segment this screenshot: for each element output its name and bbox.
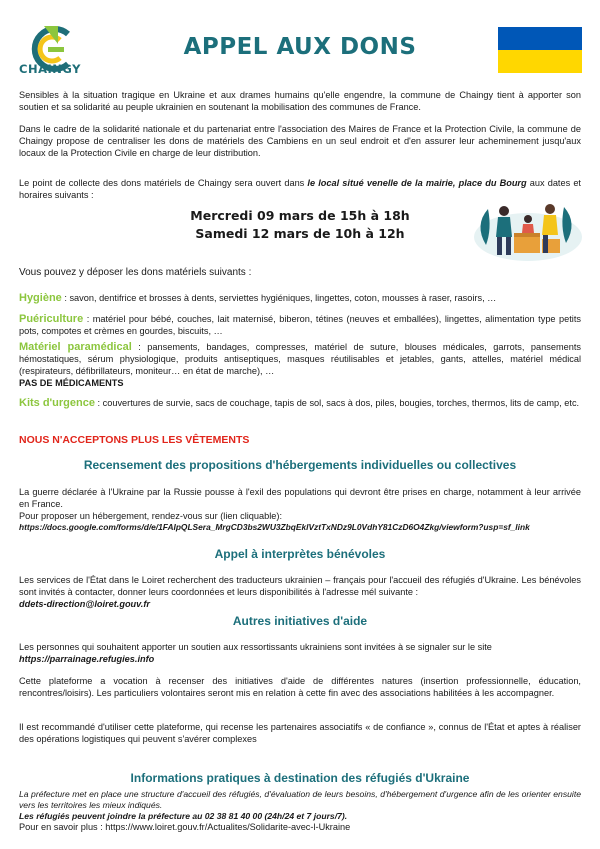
hebergement-heading: Recensement des propositions d'hébergements individuelles ou collectives [83,458,517,472]
autres-body [19,642,581,666]
schedule-line-1: Mercredi 09 mars de 15h à 18h [190,208,410,223]
parrainage-link[interactable]: https://parrainage.refugies.info [19,653,155,664]
volunteers-packing-boxes-illustration [466,195,584,263]
no-clothes-notice: NOUS N'ACCEPTONS PLUS LES VÊTEMENTS [19,434,250,446]
page-title: APPEL AUX DONS [183,34,417,60]
donation-materiel-paramedical [19,340,581,389]
ukraine-flag [498,27,582,73]
interpretes-body [19,575,581,610]
hygiene-keyword: Hygiène [19,292,62,304]
hygiene-text: : savon, dentifrice et brosses à dents, serviettes hygiéniques, lingettes, coton, mousses à raser, rasoirs, … [61,293,497,303]
autres-text: Les personnes qui souhaitent apporter un soutien aux ressortissants ukrainiens sont invitées à se signaler sur le site [19,642,492,652]
infos-heading: Informations pratiques à destination des réfugiés d'Ukraine [130,771,470,785]
collection-text-start: Le point de collecte des dons matériels de Chaingy sera ouvert dans [19,178,308,188]
hebergement-form-link[interactable]: https://docs.google.com/forms/d/e/1FAIpQLSera_MrgCD3bs2WU3ZbqEklVztTxNDz9L0VdhY81CzD6O4Zkg/viewform?usp=sf_link [19,522,530,533]
hebergement-text: La guerre déclarée à l'Ukraine par la Russie pousse à l'exil des populations qui devront être prises en charge, notamment à leur arrivée en France. [19,487,581,509]
infos-body [19,789,581,834]
puericulture-text: : matériel pour bébé, couches, lait maternisé, biberon, tétines (neuves et emballées), lingettes, alimentation type petits pots, compotes et crèmes en gourdes, biscuits, … [19,314,581,337]
kits-text: : couvertures de survie, sacs de couchage, tapis de sol, sacs à dos, piles, bougies, torches, thermos, lits de camp, etc. [94,398,580,408]
hebergement-text-2: Pour proposer un hébergement, rendez-vous sur (lien cliquable): [19,510,283,521]
interpretes-text: Les services de l'État dans le Loiret recherchent des traducteurs ukrainien – français pour l'accueil des réfugiés d'Ukraine. Les bénévoles sont invités à contacter, donner leurs coordonnées et leurs disponibilités à l'adresse mél suivante : [19,575,581,597]
intro-paragraph-1: Sensibles à la situation tragique en Ukraine et aux drames humains qu'elle engendre, la commune de Chaingy tient à apporter son soutien et sa solidarité au peuple ukrainien en soutenant la mobilisation des communes de France. [19,90,581,112]
infos-phone: Les réfugiés peuvent joindre la préfecture au 02 38 81 40 00 (24h/24 et 7 jours/7). [19,811,348,821]
infos-text: La préfecture met en place une structure d'accueil des réfugiés, d'évaluation de leurs besoins, d'hébergement d'urgence afin de les orienter ensuite vers les territoires les mieux indiqués. [19,789,581,810]
interpretes-email-link[interactable]: ddets-direction@loiret.gouv.fr [19,598,150,609]
donation-hygiene [19,291,581,305]
no-medicine-note: PAS DE MÉDICAMENTS [19,377,124,388]
autres-text-3: Il est recommandé d'utiliser cette plateforme, qui recense les partenaires associatifs « de confiance », connus de l'État et aptes à réaliser des opérations logistiques qui peuvent s'avérer complexes [19,722,581,744]
schedule-block [150,207,450,243]
donation-puericulture [19,312,581,338]
kits-keyword: Kits d'urgence [19,397,95,409]
intro-paragraph-2: Dans le cadre de la solidarité nationale et du partenariat entre l'association des Maires de France et la Protection Civile, la commune de Chaingy propose de centraliser les dons de matériels des Cambiens en un seul endroit et d'en assurer leur acheminement jusqu'aux locaux de la Protection Civile en charge de leur distribution. [19,124,581,158]
materiel-keyword: Matériel paramédical [19,341,132,353]
interpretes-heading: Appel à interprètes bénévoles [214,547,386,561]
logo-wordmark: CHAINGY [19,62,81,76]
autres-text-2: Cette plateforme a vocation à recenser des initiatives d'aide de différentes natures (insertion professionnelle, éducation, rencontres/loisirs). Les particuliers volontaires seront mis en relation à cette fin avec des associations habilitées à les accompagner. [19,676,581,698]
donation-kits-urgence [19,396,581,410]
puericulture-keyword: Puériculture [19,313,84,325]
collection-location: le local situé venelle de la mairie, place du Bourg [307,178,527,188]
donations-intro: Vous pouvez y déposer les dons matériels suivants : [19,267,252,278]
collection-text-end: aux dates et horaires suivants : [19,178,581,200]
hebergement-body [19,487,581,533]
infos-more-link[interactable]: Pour en savoir plus : https://www.loiret.gouv.fr/Actualites/Solidarite-avec-l-Ukraine [19,822,351,832]
materiel-text: : pansements, bandages, compresses, matériel de suture, blouses médicales, garrots, pansements hémostatiques, sérum physiologique, produits antiseptiques, masques réutilisables et jetables, gants, attelles, matériel médical (respirateurs, défibrillateurs, moniteur… en état de marche), … [19,342,581,376]
autres-heading: Autres initiatives d'aide [232,614,368,628]
schedule-line-2: Samedi 12 mars de 10h à 12h [195,226,405,242]
